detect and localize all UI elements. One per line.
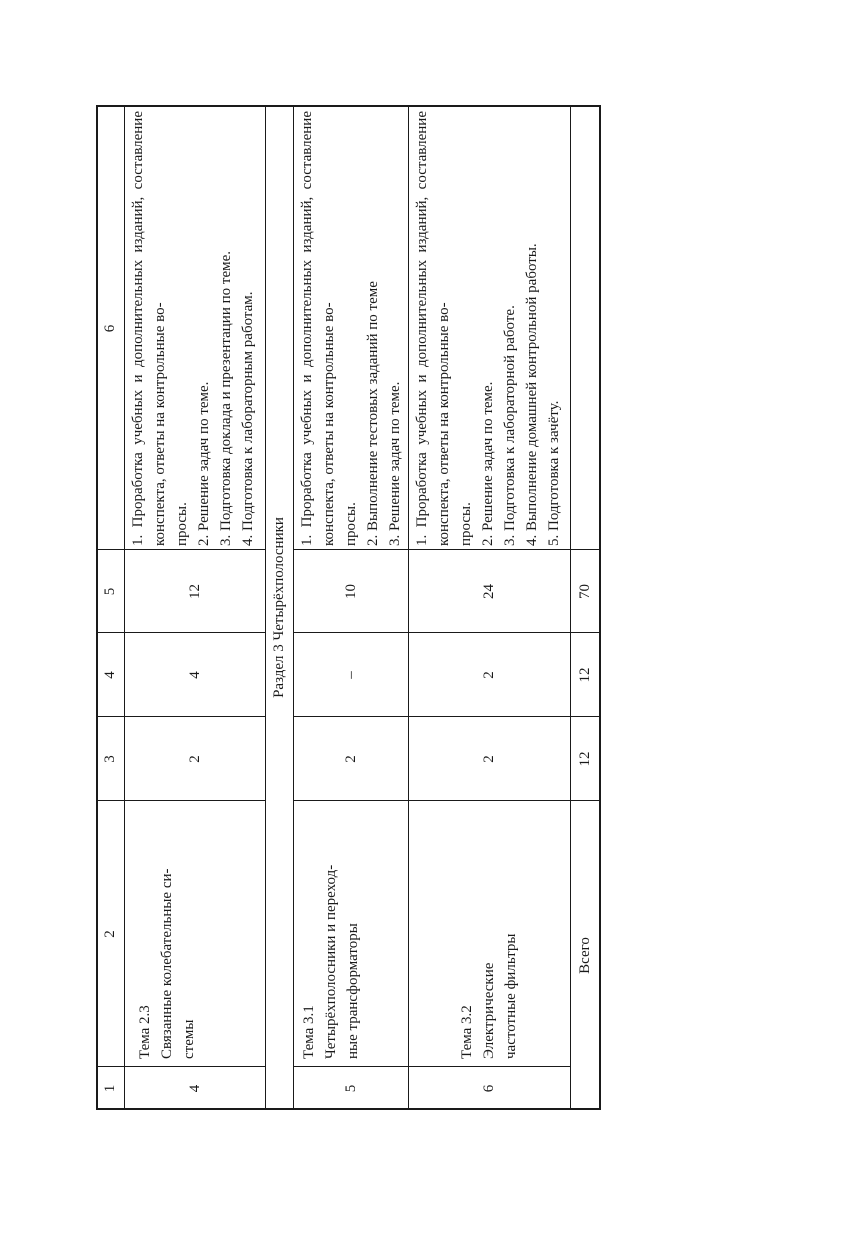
task-line: 3. Подготовка доклада и презентации по теме. [218,251,234,546]
col5-value: 10 [342,584,359,599]
total-label: Всего [577,937,593,974]
header-col-3: 3 [102,755,118,763]
task-line: просы. [174,502,190,546]
task-line: 1. Проработка учебных и дополнительных изданий, составление конспекта, ответы на контрольные во- [299,111,337,546]
col5-value: 12 [186,584,203,599]
col3-value: 2 [186,755,203,763]
topic-line: Тема 3.1 [301,1005,317,1059]
task-line: 2. Выполнение тестовых заданий по теме [365,281,381,546]
col3-value: 2 [481,755,497,763]
task-line: 4. Выполнение домашней контрольной работы. [524,243,540,546]
header-col-5: 5 [102,587,118,596]
section-title: Раздел 3 Четырёхполосники [271,517,287,698]
task-line: 3. Подготовка к лабораторной работе. [502,305,518,546]
topic-line: стемы [181,1019,197,1059]
tasks-cell [293,107,408,550]
topic-cell [408,801,570,1067]
task-line: 2. Решение задач по теме. [480,381,496,546]
col5-value: 24 [481,584,497,599]
header-col-6: 6 [102,324,118,333]
topic-line: Связанные колебательные си- [159,868,175,1059]
task-line: 1. Проработка учебных и дополнительных изданий, составление конспекта, ответы на контрольные во- [414,111,452,546]
row-number: 6 [481,1084,497,1093]
header-col-2: 2 [102,930,118,938]
task-line: просы. [458,502,474,546]
col4-value: 4 [186,671,203,679]
col4-value: 2 [481,671,497,679]
task-line: 5. Подготовка к зачёту. [546,400,562,546]
task-line: 4. Подготовка к лабораторным работам. [240,291,256,546]
header-col-1: 1 [102,1084,118,1093]
task-line: 3. Решение задач по теме. [387,381,403,546]
topic-line: частотные фильтры [503,933,519,1059]
task-line: 2. Решение задач по теме. [196,381,212,546]
row-number: 5 [342,1084,359,1093]
topic-line: Тема 3.2 [459,1005,475,1059]
total-col6 [570,107,600,550]
topic-cell [124,801,265,1067]
tasks-cell [408,107,570,550]
tasks-cell [124,107,265,550]
rotated-table [96,105,601,1110]
col4-value: – [342,671,359,679]
task-line: просы. [343,502,359,546]
header-col-4: 4 [102,671,118,679]
total-col3: 12 [577,751,593,767]
topic-line: Электрические [481,962,497,1059]
total-col4: 12 [577,667,593,683]
row-number: 4 [186,1084,203,1093]
topic-cell [293,801,408,1067]
topic-line: ные трансформаторы [345,923,361,1059]
total-col5: 70 [577,584,593,599]
topic-line: Четырёхполосники и переход- [323,864,339,1059]
col3-value: 2 [342,755,359,763]
topic-line: Тема 2.3 [137,1005,153,1059]
task-line: 1. Проработка учебных и дополнительных изданий, составление конспекта, ответы на контрольные во- [130,111,168,546]
